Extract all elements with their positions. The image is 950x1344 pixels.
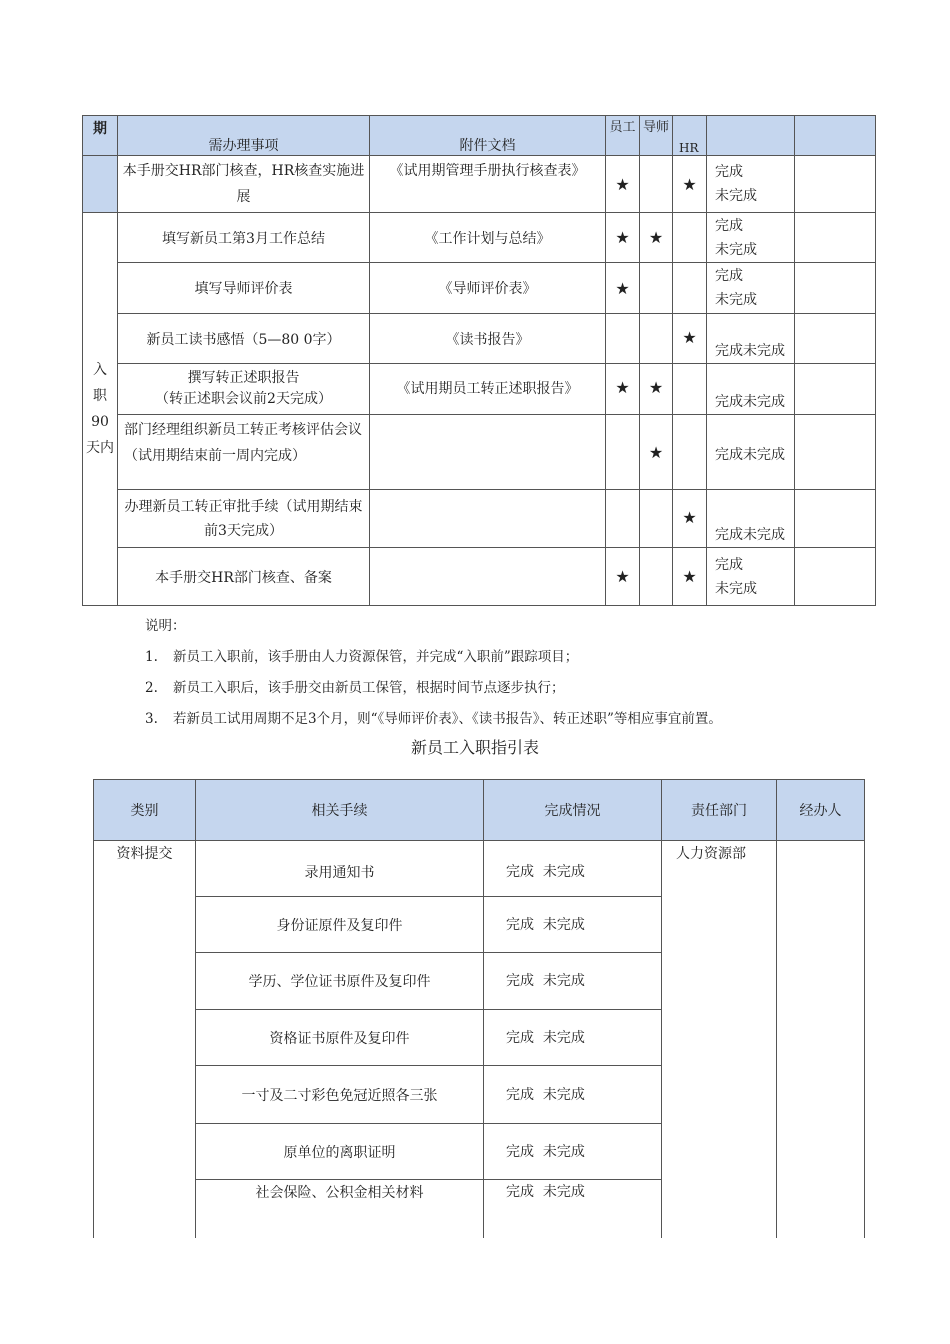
- employee-star: ★: [606, 213, 640, 263]
- note-item: [145, 708, 905, 731]
- extra-cell: [795, 213, 876, 263]
- table-row: [83, 156, 876, 213]
- mentor-star: [640, 490, 673, 548]
- status-cell: 完成 未完成: [484, 1180, 662, 1238]
- mentor-star: [640, 548, 673, 606]
- table-row: [83, 364, 876, 415]
- status-cell: 完成 未完成: [707, 263, 795, 314]
- header-status: [707, 116, 795, 156]
- table-row: [83, 314, 876, 364]
- header-mentor: 导师: [640, 116, 673, 156]
- status-cell: 完成 未完成: [484, 1124, 662, 1180]
- table-row: [94, 841, 865, 897]
- docs-cell: [370, 490, 606, 548]
- task-cell: 填写导师评价表: [118, 263, 370, 314]
- mentor-star: [640, 263, 673, 314]
- procedure-cell: 一寸及二寸彩色免冠近照各三张: [196, 1066, 484, 1124]
- header-hr: HR: [673, 116, 707, 156]
- procedure-cell: 学历、学位证书原件及复印件: [196, 953, 484, 1010]
- extra-cell: [795, 364, 876, 415]
- extra-cell: [795, 156, 876, 213]
- hr-star: ★: [673, 548, 707, 606]
- notes-title: 说明：: [145, 618, 186, 634]
- task-cell: 新员工读书感悟（5—80 0字）: [118, 314, 370, 364]
- status-cell: 完成未完成: [707, 314, 795, 364]
- status-cell: 完成未完成: [707, 415, 795, 490]
- extra-cell: [795, 548, 876, 606]
- procedure-cell: 身份证原件及复印件: [196, 897, 484, 953]
- docs-cell: [370, 415, 606, 490]
- status-cell: 完成未完成: [707, 490, 795, 548]
- hr-star: [673, 364, 707, 415]
- mentor-star: ★: [640, 213, 673, 263]
- employee-star: ★: [606, 263, 640, 314]
- hr-star: [673, 415, 707, 490]
- task-cell: 撰写转正述职报告 （转正述职会议前2天完成）: [118, 364, 370, 415]
- note-number: 3.: [145, 711, 158, 727]
- onboarding-task-table: [82, 115, 876, 606]
- mentor-star: ★: [640, 415, 673, 490]
- hr-star: [673, 263, 707, 314]
- employee-star: ★: [606, 156, 640, 213]
- note-item: [145, 677, 905, 700]
- dept-cell: 人力资源部: [662, 841, 777, 1238]
- status-cell: 完成 未完成: [484, 841, 662, 897]
- header-dept: 责任部门: [662, 780, 777, 841]
- note-number: 1.: [145, 649, 158, 665]
- table-row: [83, 548, 876, 606]
- employee-star: [606, 490, 640, 548]
- table-row: [83, 213, 876, 263]
- table-row: [83, 415, 876, 490]
- docs-cell: 《试用期管理手册执行核查表》: [370, 156, 606, 213]
- extra-cell: [795, 314, 876, 364]
- guide-table-title: 新员工入职指引表: [410, 738, 539, 757]
- status-cell: 完成 未完成: [707, 156, 795, 213]
- hr-star: ★: [673, 314, 707, 364]
- header-task: 需办理事项: [118, 116, 370, 156]
- hr-star: ★: [673, 490, 707, 548]
- docs-cell: 《读书报告》: [370, 314, 606, 364]
- task-cell: 办理新员工转正审批手续（试用期结束前3天完成）: [118, 490, 370, 548]
- mentor-star: [640, 314, 673, 364]
- employee-star: [606, 415, 640, 490]
- period-cell-continued: [83, 156, 118, 213]
- docs-cell: 《试用期员工转正述职报告》: [370, 364, 606, 415]
- procedure-cell: 社会保险、公积金相关材料: [196, 1180, 484, 1238]
- extra-cell: [795, 415, 876, 490]
- task-cell: 本手册交HR部门核查，HR核查实施进展: [118, 156, 370, 213]
- status-cell: 完成 未完成: [707, 213, 795, 263]
- handler-cell: [777, 841, 865, 1238]
- header-extra: [795, 116, 876, 156]
- hr-star: [673, 213, 707, 263]
- note-text: 若新员工试用周期不足3个月，则“《导师评价表》、《读书报告》、转正述职”等相应事宜前置。: [173, 711, 722, 727]
- period-cell-90days: 入 职 90 天内: [83, 213, 118, 606]
- note-text: 新员工入职前，该手册由人力资源保管，并完成“入职前”跟踪项目；: [173, 649, 579, 665]
- header-period: 期: [83, 116, 118, 156]
- table-row: [83, 263, 876, 314]
- status-cell: 完成 未完成: [484, 1010, 662, 1066]
- notes-section: [145, 615, 905, 739]
- note-text: 新员工入职后，该手册交由新员工保管，根据时间节点逐步执行；: [173, 680, 565, 696]
- category-cell: 资料提交: [94, 841, 196, 1238]
- extra-cell: [795, 490, 876, 548]
- header-procedure: 相关手续: [196, 780, 484, 841]
- header-category: 类别: [94, 780, 196, 841]
- procedure-cell: 录用通知书: [196, 841, 484, 897]
- docs-cell: 《工作计划与总结》: [370, 213, 606, 263]
- header-handler: 经办人: [777, 780, 865, 841]
- hr-star: ★: [673, 156, 707, 213]
- status-cell: 完成未完成: [707, 364, 795, 415]
- procedure-cell: 资格证书原件及复印件: [196, 1010, 484, 1066]
- header-employee: 员工: [606, 116, 640, 156]
- status-cell: 完成 未完成: [484, 953, 662, 1010]
- mentor-star: [640, 156, 673, 213]
- mentor-star: ★: [640, 364, 673, 415]
- note-number: 2.: [145, 680, 158, 696]
- status-cell: 完成 未完成: [484, 897, 662, 953]
- onboarding-guide-table: [93, 779, 865, 1238]
- table-row: [83, 490, 876, 548]
- employee-star: [606, 314, 640, 364]
- docs-cell: 《导师评价表》: [370, 263, 606, 314]
- header-docs: 附件文档: [370, 116, 606, 156]
- status-cell: 完成 未完成: [484, 1066, 662, 1124]
- employee-star: ★: [606, 548, 640, 606]
- extra-cell: [795, 263, 876, 314]
- task-cell: 填写新员工第3月工作总结: [118, 213, 370, 263]
- note-item: [145, 646, 905, 669]
- procedure-cell: 原单位的离职证明: [196, 1124, 484, 1180]
- docs-cell: [370, 548, 606, 606]
- task-cell: 本手册交HR部门核查、备案: [118, 548, 370, 606]
- status-cell: 完成 未完成: [707, 548, 795, 606]
- employee-star: ★: [606, 364, 640, 415]
- header-status: 完成情况: [484, 780, 662, 841]
- task-cell: 部门经理组织新员工转正考核评估会议（试用期结束前一周内完成）: [118, 415, 370, 490]
